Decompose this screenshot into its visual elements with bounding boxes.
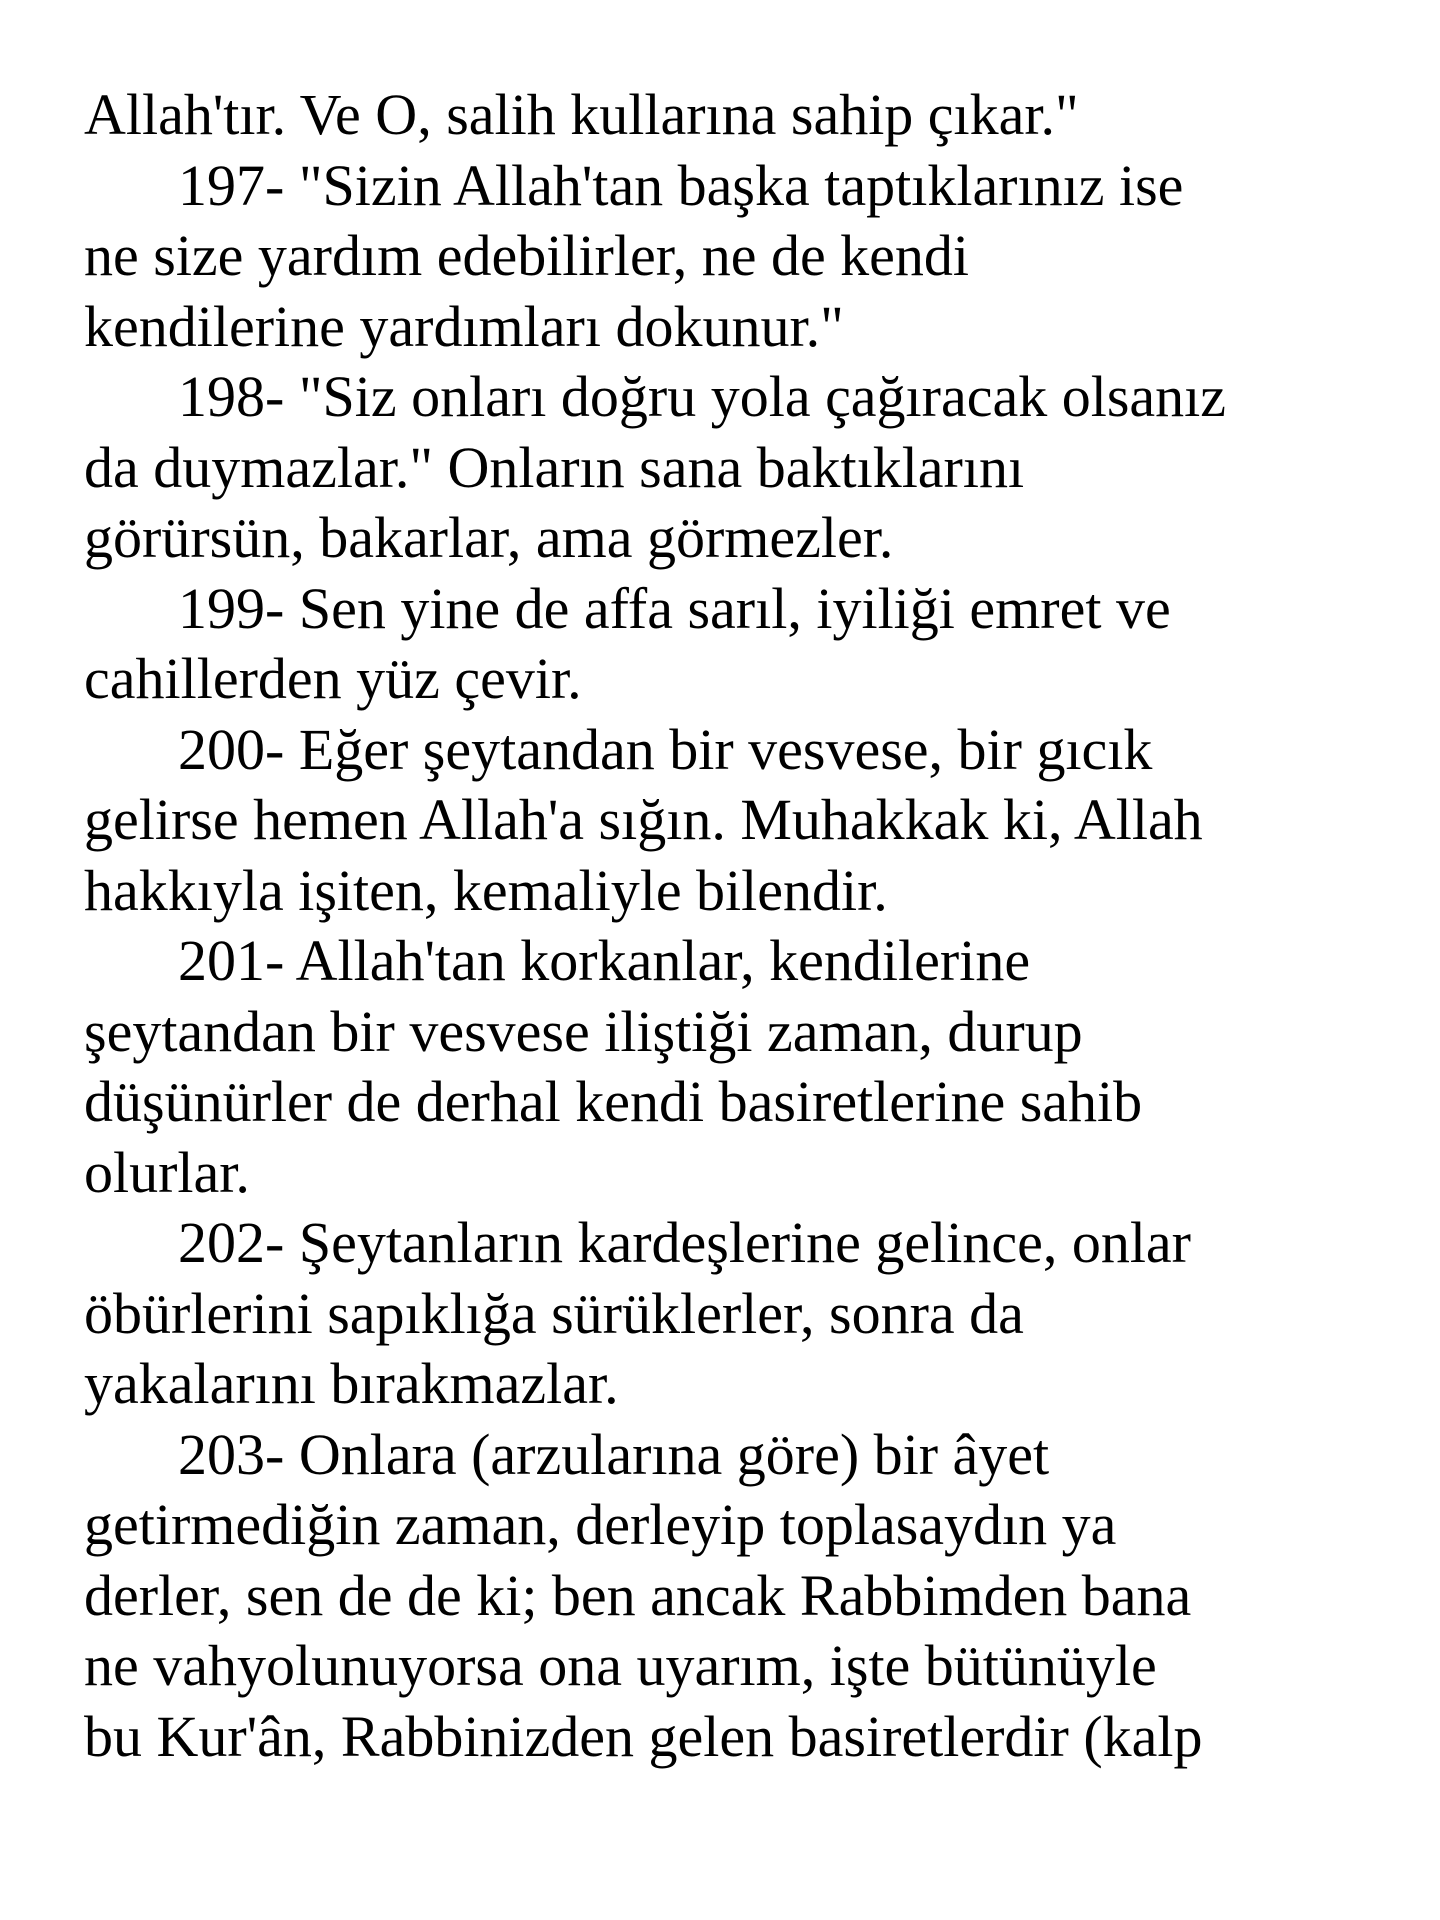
body-text	[84, 80, 1384, 1772]
text-line: görürsün, bakarlar, ama görmezler.	[84, 505, 894, 570]
text-line: bu Kur'ân, Rabbinizden gelen basiretlerdir (kalp	[84, 1703, 1203, 1769]
text-line: hakkıyla işiten, kemaliyle bilendir.	[84, 857, 888, 923]
text-line: Allah'tır. Ve O, salih kullarına sahip çıkar."	[84, 82, 1079, 147]
text-line: derler, sen de de ki; ben ancak Rabbimden bana	[84, 1562, 1192, 1628]
verse-201-start: 201- Allah'tan korkanlar, kendilerine	[178, 928, 1031, 993]
text-line: da duymazlar." Onların sana baktıklarını	[84, 434, 1025, 500]
verse-203-start: 203- Onlara (arzularına göre) bir âyet	[178, 1421, 1050, 1487]
verse-197-start: 197- "Sizin Allah'tan başka taptıklarınız ise	[178, 152, 1184, 218]
text-line: ne vahyolunuyorsa ona uyarım, işte bütünüyle	[84, 1633, 1157, 1698]
verse-202-start: 202- Şeytanların kardeşlerine gelince, onlar	[178, 1210, 1191, 1275]
text-line: getirmediğin zaman, derleyip toplasaydın ya	[84, 1492, 1117, 1557]
verse-198-start: 198- "Siz onları doğru yola çağıracak olsanız	[178, 364, 1226, 429]
text-line: düşünürler de derhal kendi basiretlerine sahib	[84, 1069, 1143, 1134]
text-line: kendilerine yardımları dokunur."	[84, 293, 844, 359]
text-line: öbürlerini sapıklığa sürüklerler, sonra da	[84, 1280, 1024, 1346]
text-line: olurlar.	[84, 1139, 250, 1205]
verse-199-start: 199- Sen yine de affa sarıl, iyiliği emret ve	[178, 575, 1171, 641]
text-line: gelirse hemen Allah'a sığın. Muhakkak ki, Allah	[84, 787, 1203, 852]
text-line: yakalarını bırakmazlar.	[84, 1351, 619, 1416]
text-line: ne size yardım edebilirler, ne de kendi	[84, 223, 970, 288]
text-line: şeytandan bir vesvese iliştiği zaman, durup	[84, 998, 1083, 1064]
verse-200-start: 200- Eğer şeytandan bir vesvese, bir gıcık	[178, 716, 1153, 782]
text-line: cahillerden yüz çevir.	[84, 646, 582, 711]
